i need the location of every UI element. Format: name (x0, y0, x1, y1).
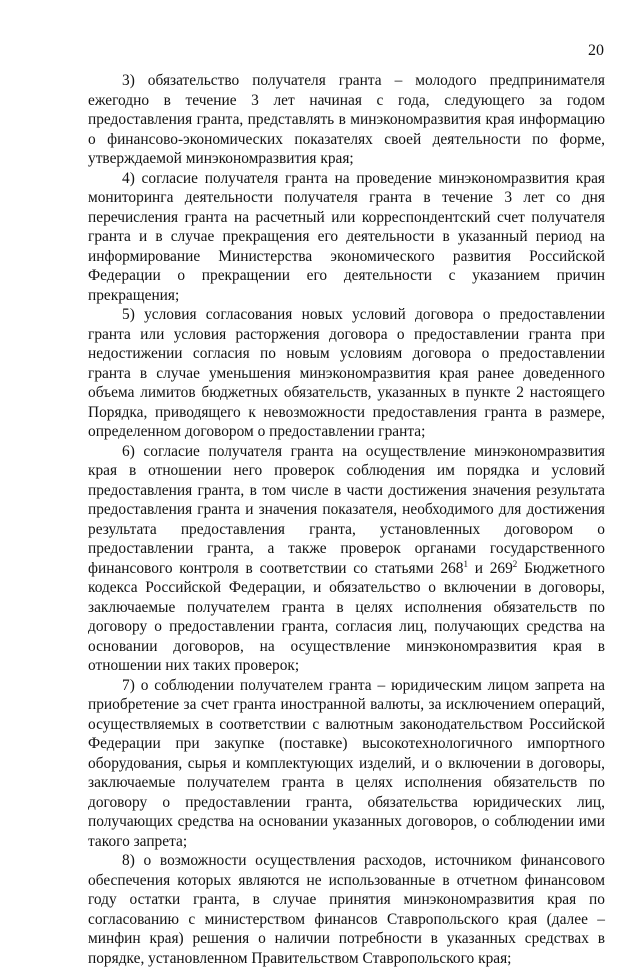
paragraph-item-4: 4) согласие получателя гранта на проведение минэкономразвития края мониторинга деятельности получателя гранта в течение 3 лет со дня перечисления гранта на расчетный или корреспондентский счет получателя гранта и в случае прекращения его деятельности в указанный период на информирование Министерства экономического развития Российской Федерации о прекращении его деятельности с указанием причин прекращения; (88, 169, 605, 304)
paragraph-text: Бюджетного кодекса Российской Федерации, и обязательство о включении в договоры, заключаемые получателем гранта в целях исполнения обязательств по договору о предоставлении гранта, согласия лиц, получающих средства на основании договоров, на осуществление минэкономразвития края в отношении них таких проверок; (88, 559, 605, 674)
paragraph-text: 6) согласие получателя гранта на осуществление минэкономразвития края в отношении него проверок соблюдения им порядка и условий предоставления гранта, в том числе в части достижения значения результата предоставления гранта и значения показателя, необходимого для достижения результата предоставления гранта, установленных договором о предоставлении гранта, а также проверок органами государственного финансового контроля в соответствии со статьями 268 (88, 442, 605, 577)
paragraph-item-5: 5) условия согласования новых условий договора о предоставлении гранта или условия расторжения договора о предоставлении гранта при недостижении согласия по новым условиям договора о предоставлении гранта в случае уменьшения минэкономразвития края ранее доведенного объема лимитов бюджетных обязательств, указанных в пункте 2 настоящего Порядка, приводящего к невозможности предоставления гранта в размере, определенном договором о предоставлении гранта; (88, 306, 605, 440)
page-number: 20 (588, 42, 604, 59)
paragraph-item-8: 8) о возможности осуществления расходов, источником финансового обеспечения которых являются не использованные в отчетном финансовом году остатки гранта, в случае принятия минэкономразвития края по согласованию с министерством финансов Ставропольского края (далее – минфин края) решения о наличии потребности в указанных средствах в порядке, установленном Правительством Ставропольского края; (88, 852, 605, 967)
paragraph-item-6 (88, 442, 605, 676)
paragraph-item-3: 3) обязательство получателя гранта – молодого предпринимателя ежегодно в течение 3 лет начиная с года, следующего за годом предоставления гранта, представлять в минэкономразвития края информацию о финансово-экономических показателях своей деятельности по форме, утверждаемой минэкономразвития края; (88, 72, 605, 167)
document-body (88, 71, 605, 968)
paragraph-text: и 269 (467, 559, 513, 577)
superscript-ref: 1 (463, 558, 468, 569)
superscript-ref: 2 (512, 558, 518, 569)
paragraph-item-7: 7) о соблюдении получателем гранта – юридическим лицом запрета на приобретение за счет гранта иностранной валюты, за исключением операций, осуществляемых в соответствии с валютным законодательством Российской Федерации при закупке (поставке) высокотехнологичного импортного оборудования, сырья и комплектующих изделий, и о включении в договоры, заключаемые получателем гранта в целях исполнения обязательств по договору о предоставлении гранта, обязательства юридических лиц, получающих средства на основании указанных договоров, о соблюдении ими такого запрета; (88, 676, 605, 850)
